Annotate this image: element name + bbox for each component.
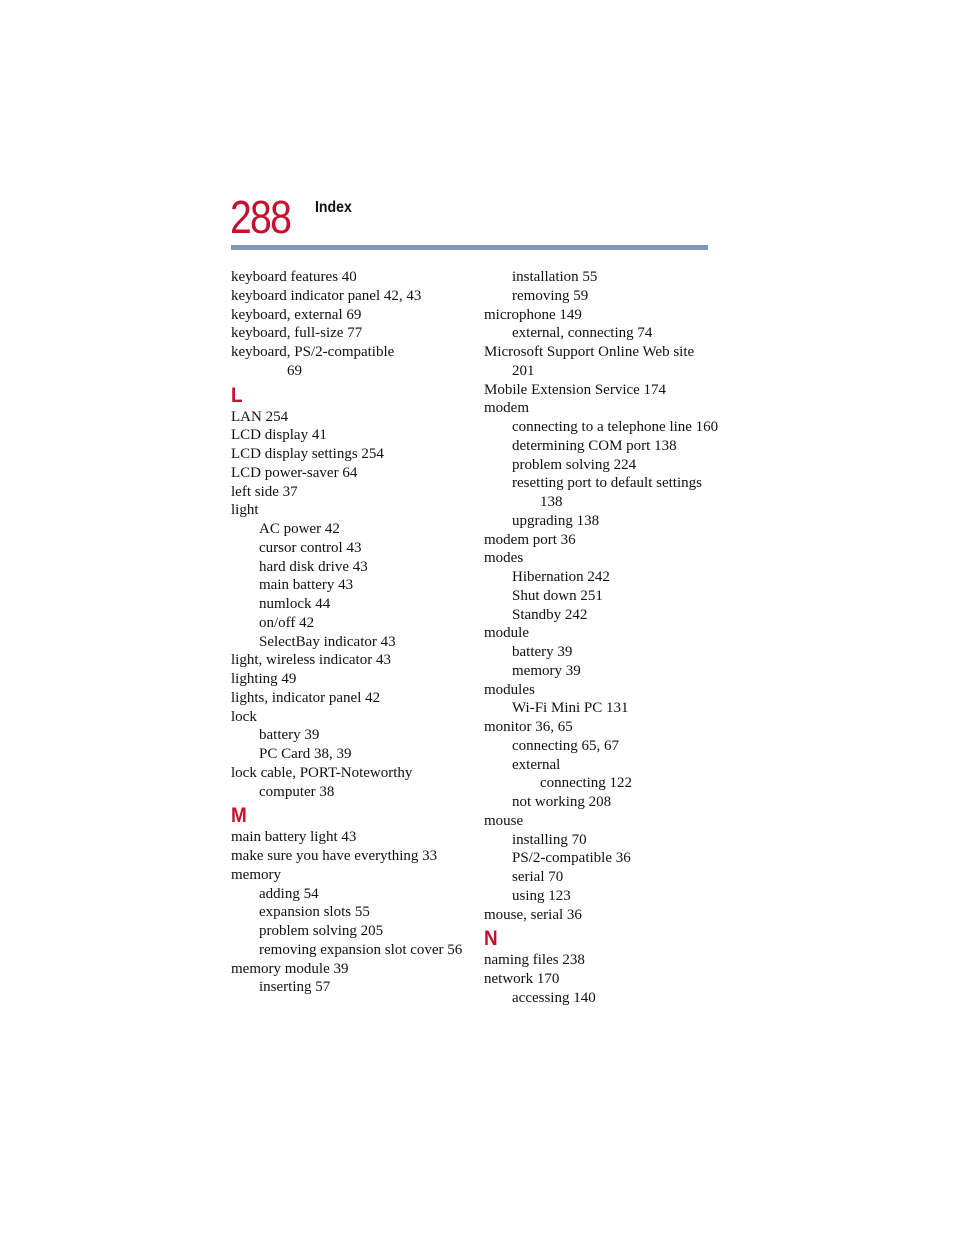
- index-subentry: problem solving 224: [512, 456, 637, 473]
- header-rule: [231, 245, 708, 250]
- index-entry: modem port 36: [484, 531, 576, 548]
- index-subentry: resetting port to default settings: [512, 475, 702, 492]
- index-entry: keyboard, PS/2-compatible: [231, 344, 395, 360]
- index-entry: LCD display 41: [231, 427, 327, 444]
- index-subentry: upgrading 138: [512, 512, 600, 529]
- index-entry: Microsoft Support Online Web site: [484, 344, 695, 360]
- index-subentry: determining COM port 138: [512, 437, 677, 454]
- index-entry: make sure you have everything 33: [231, 848, 438, 864]
- index-entry: lock: [231, 708, 257, 725]
- index-subentry: PC Card 38, 39: [259, 746, 352, 762]
- index-subentry: Standby 242: [512, 606, 588, 623]
- index-subentry: AC power 42: [259, 521, 340, 537]
- index-subentry: on/off 42: [259, 614, 315, 631]
- index-subentry: external: [512, 756, 561, 773]
- index-subentry: 201: [512, 362, 535, 379]
- index-entry: monitor 36, 65: [484, 719, 573, 735]
- index-subentry: computer 38: [259, 783, 335, 800]
- index-subentry: 138: [540, 494, 563, 510]
- index-entry: modules: [484, 681, 535, 698]
- index-subentry: connecting 65, 67: [512, 737, 620, 754]
- index-entry: lighting 49: [231, 671, 297, 687]
- index-entry: modes: [484, 550, 524, 567]
- index-entry: left side 37: [231, 483, 298, 500]
- index-subentry: not working 208: [512, 794, 612, 810]
- index-subentry: battery 39: [512, 644, 573, 660]
- index-entry: keyboard indicator panel 42, 43: [231, 287, 422, 304]
- index-subentry: expansion slots 55: [259, 904, 370, 921]
- index-entry: LAN 254: [231, 408, 289, 425]
- index-entry: LCD power-saver 64: [231, 464, 358, 481]
- index-entry: light, wireless indicator 43: [231, 652, 391, 669]
- index-subentry: PS/2-compatible 36: [512, 850, 631, 867]
- index-subentry: connecting to a telephone line 160: [512, 419, 719, 435]
- index-subentry: removing expansion slot cover 56: [259, 941, 463, 958]
- index-entry: modem: [484, 400, 529, 417]
- index-subentry: Hibernation 242: [512, 569, 610, 585]
- index-subentry: removing 59: [512, 287, 589, 304]
- index-subentry: using 123: [512, 887, 571, 904]
- index-subentry: serial 70: [512, 869, 564, 885]
- index-subentry: battery 39: [259, 727, 320, 744]
- index-subentry: accessing 140: [512, 989, 596, 1006]
- index-letter-heading: L: [231, 383, 243, 407]
- index-entry: main battery light 43: [231, 829, 357, 846]
- index-entry: mouse: [484, 812, 524, 829]
- index-entry: light: [231, 502, 259, 519]
- index-entry: keyboard, external 69: [231, 306, 362, 323]
- index-entry: lights, indicator panel 42: [231, 689, 381, 706]
- index-subentry: Wi-Fi Mini PC 131: [512, 700, 629, 717]
- index-letter-heading: N: [484, 927, 498, 951]
- index-entry: memory: [231, 866, 281, 883]
- index-subentry: problem solving 205: [259, 923, 384, 939]
- index-entry: keyboard features 40: [231, 269, 357, 285]
- index-subentry: inserting 57: [259, 979, 331, 996]
- index-entry: LCD display settings 254: [231, 446, 384, 462]
- section-title: Index: [315, 199, 352, 216]
- index-subentry: hard disk drive 43: [259, 558, 368, 575]
- index-letter-heading: M: [231, 804, 247, 828]
- index-subentry: 69: [287, 362, 302, 379]
- index-subentry: installing 70: [512, 831, 587, 848]
- index-column-right: [484, 268, 724, 1008]
- index-entry: network 170: [484, 971, 560, 987]
- index-entry: memory module 39: [231, 960, 349, 977]
- index-subentry: Shut down 251: [512, 587, 603, 604]
- index-entry: mouse, serial 36: [484, 906, 582, 923]
- index-subentry: cursor control 43: [259, 539, 362, 556]
- index-subentry: connecting 122: [540, 775, 633, 792]
- index-subentry: SelectBay indicator 43: [259, 633, 396, 650]
- index-entry: Mobile Extension Service 174: [484, 381, 667, 398]
- index-subentry: numlock 44: [259, 596, 331, 612]
- index-subentry: main battery 43: [259, 577, 354, 594]
- index-subentry: adding 54: [259, 885, 319, 902]
- index-subentry: external, connecting 74: [512, 325, 653, 342]
- index-column-left: [231, 268, 471, 997]
- index-entry: module: [484, 625, 529, 642]
- index-subentry: installation 55: [512, 269, 598, 285]
- index-subentry: memory 39: [512, 662, 581, 679]
- page-number: 288: [230, 191, 291, 243]
- index-entry: keyboard, full-size 77: [231, 325, 363, 342]
- index-entry: naming files 238: [484, 952, 585, 969]
- index-entry: lock cable, PORT-Noteworthy: [231, 764, 413, 781]
- index-entry: microphone 149: [484, 306, 582, 323]
